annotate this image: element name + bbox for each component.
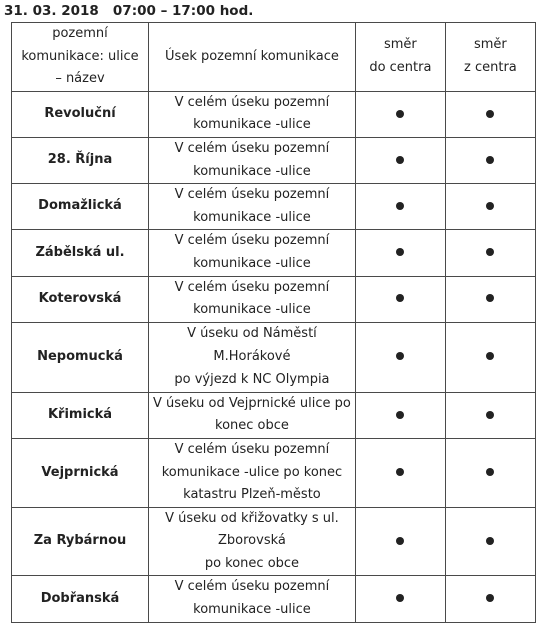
section-line: V celém úseku pozemní: [174, 187, 330, 203]
section-line: V celém úseku pozemní: [174, 140, 330, 156]
bullet-icon: [396, 294, 404, 302]
section-cell: [149, 91, 356, 137]
table-row: [12, 276, 536, 322]
header-street-name-line: pozemní: [52, 26, 108, 41]
street-name-cell: 28. Října: [12, 137, 149, 183]
section-line: komunikace -ulice: [193, 602, 311, 618]
table-row: [12, 438, 536, 507]
direction-from-center-cell: [445, 322, 535, 392]
section-cell: [149, 507, 356, 576]
street-name-cell: Vejprnická: [12, 438, 149, 507]
header-street-name-line: komunikace: ulice: [21, 48, 139, 64]
direction-to-center-cell: [355, 322, 445, 392]
street-name-cell: Křimická: [12, 392, 149, 438]
direction-to-center-cell: [355, 392, 445, 438]
direction-from-center-cell: [445, 576, 535, 622]
street-name-cell: Domažlická: [12, 184, 149, 230]
bullet-icon: [486, 468, 494, 476]
section-cell: [149, 438, 356, 507]
table-header-row: [12, 23, 536, 92]
bullet-icon: [486, 411, 494, 419]
section-line: komunikace -ulice: [193, 163, 311, 179]
bullet-icon: [486, 248, 494, 256]
section-line: po výjezd k NC Olympia: [174, 371, 330, 387]
direction-from-center-cell: [445, 276, 535, 322]
bullet-icon: [486, 352, 494, 360]
section-line: komunikace -ulice: [193, 209, 311, 225]
section-cell: [149, 576, 356, 622]
direction-to-center-cell: [355, 91, 445, 137]
table-row: [12, 322, 536, 392]
section-line: V celém úseku pozemní: [174, 233, 330, 249]
direction-from-center-cell: [445, 392, 535, 438]
bullet-icon: [396, 248, 404, 256]
bullet-icon: [396, 468, 404, 476]
section-cell: [149, 184, 356, 230]
section-cell: [149, 137, 356, 183]
header-direction-from-center-line: směr: [474, 37, 507, 53]
header-street-name: [12, 23, 149, 92]
street-name-cell: Zábělská ul.: [12, 230, 149, 276]
table-row: [12, 576, 536, 622]
direction-to-center-cell: [355, 230, 445, 276]
bullet-icon: [486, 594, 494, 602]
section-line: V úseku od Vejprnické ulice po: [153, 395, 351, 411]
section-line: katastru Plzeň-město: [183, 487, 321, 503]
direction-to-center-cell: [355, 276, 445, 322]
header-section-line: Úsek pozemní komunikace: [165, 48, 339, 64]
table-row: [12, 91, 536, 137]
direction-from-center-cell: [445, 438, 535, 507]
table-row: [12, 507, 536, 576]
direction-to-center-cell: [355, 137, 445, 183]
header-direction-from-center: [445, 23, 535, 92]
street-name-cell: Koterovská: [12, 276, 149, 322]
section-cell: [149, 322, 356, 392]
bullet-icon: [486, 156, 494, 164]
section-line: V celém úseku pozemní: [174, 579, 330, 595]
section-line: V celém úseku pozemní: [174, 94, 330, 110]
street-name-cell: Revoluční: [12, 91, 149, 137]
section-cell: [149, 230, 356, 276]
section-cell: [149, 276, 356, 322]
section-line: V úseku od křižovatky s ul.: [165, 510, 339, 526]
section-line: V celém úseku pozemní: [174, 441, 330, 457]
section-line: V celém úseku pozemní: [174, 279, 330, 295]
direction-to-center-cell: [355, 184, 445, 230]
bullet-icon: [396, 202, 404, 210]
section-line: komunikace -ulice: [193, 117, 311, 133]
bullet-icon: [486, 294, 494, 302]
bullet-icon: [396, 156, 404, 164]
section-line: komunikace -ulice po konec: [161, 464, 343, 480]
bullet-icon: [396, 352, 404, 360]
header-street-name-line: – název: [55, 71, 105, 87]
road-closure-table: [11, 22, 536, 623]
direction-from-center-cell: [445, 184, 535, 230]
header-section: [149, 23, 356, 92]
section-cell: [149, 392, 356, 438]
section-line: Zborovská: [218, 533, 286, 549]
bullet-icon: [396, 537, 404, 545]
street-name-cell: Za Rybárnou: [12, 507, 149, 576]
bullet-icon: [486, 537, 494, 545]
table-row: [12, 137, 536, 183]
direction-from-center-cell: [445, 230, 535, 276]
direction-to-center-cell: [355, 438, 445, 507]
bullet-icon: [396, 110, 404, 118]
table-body: [12, 91, 536, 622]
section-line: komunikace -ulice: [193, 302, 311, 318]
bullet-icon: [486, 110, 494, 118]
header-direction-to-center: [355, 23, 445, 92]
direction-from-center-cell: [445, 137, 535, 183]
bullet-icon: [396, 594, 404, 602]
direction-from-center-cell: [445, 91, 535, 137]
street-name-cell: Dobřanská: [12, 576, 149, 622]
street-name-cell: Nepomucká: [12, 322, 149, 392]
section-line: po konec obce: [204, 555, 300, 571]
section-line: komunikace -ulice: [193, 255, 311, 271]
header-direction-to-center-line: směr: [384, 37, 417, 53]
page-heading: 31. 03. 2018 07:00 – 17:00 hod.: [4, 3, 254, 19]
table-row: [12, 230, 536, 276]
section-line: V úseku od Náměstí: [187, 326, 317, 342]
table-row: [12, 392, 536, 438]
direction-to-center-cell: [355, 507, 445, 576]
direction-to-center-cell: [355, 576, 445, 622]
table-row: [12, 184, 536, 230]
section-line: konec obce: [215, 418, 289, 434]
direction-from-center-cell: [445, 507, 535, 576]
header-direction-to-center-line: do centra: [369, 59, 432, 75]
header-direction-from-center-line: z centra: [464, 59, 517, 75]
bullet-icon: [486, 202, 494, 210]
bullet-icon: [396, 411, 404, 419]
section-line: M.Horákové: [213, 348, 291, 364]
